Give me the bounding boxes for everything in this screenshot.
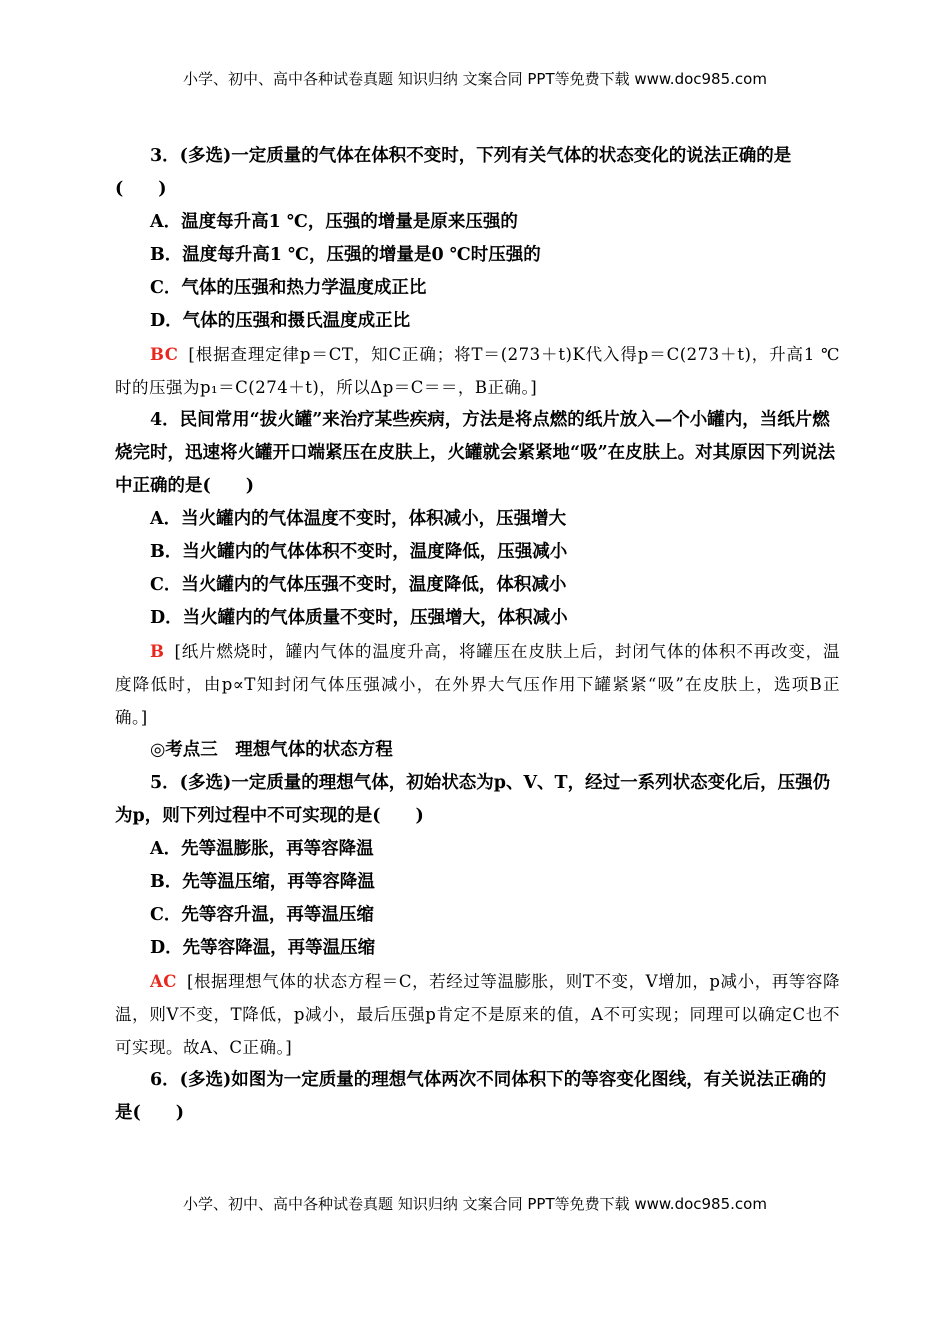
question-4-answer	[115, 635, 840, 734]
question-5-answer-key: AC	[150, 972, 177, 991]
question-4-option-b: B．当火罐内的气体体积不变时，温度降低，压强减小	[150, 542, 568, 562]
question-3-option-b: B．温度每升高1 ℃，压强的增量是0 ℃时压强的	[150, 245, 541, 265]
question-4-answer-key: B	[150, 642, 165, 661]
page-footer: 小学、初中、高中各种试卷真题 知识归纳 文案合同 PPT等免费下载 www.doc985.com	[183, 1195, 767, 1213]
page-header: 小学、初中、高中各种试卷真题 知识归纳 文案合同 PPT等免费下载 www.doc985.com	[183, 70, 767, 88]
question-3-explanation: [根据查理定律p＝CT，知C正确；将T＝(273＋t)K代入得p＝C(273＋t)，升高1 ℃时的压强为p₁＝C(274＋t)，所以Δp＝C＝＝，B正确。]	[115, 345, 840, 397]
question-3-stem: 3．(多选)一定质量的气体在体积不变时，下列有关气体的状态变化的说法正确的是( )	[115, 146, 792, 199]
question-4-option-c: C．当火罐内的气体压强不变时，温度降低，体积减小	[150, 575, 567, 595]
question-5-explanation: [根据理想气体的状态方程＝C，若经过等温膨胀，则T不变，V增加，p减小，再等容降温，则V不变，T降低，p减小，最后压强p肯定不是原来的值，A不可实现；同理可以确定C也不可实现。故A、C正确。]	[115, 972, 840, 1057]
question-3-answer	[115, 338, 840, 404]
question-4-option-a: A．当火罐内的气体温度不变时，体积减小，压强增大	[150, 509, 567, 529]
question-3-answer-key: BC	[150, 345, 179, 364]
question-4-stem: 4．民间常用“拔火罐”来治疗某些疾病，方法是将点燃的纸片放入—个小罐内，当纸片燃烧完时，迅速将火罐开口端紧压在皮肤上，火罐就会紧紧地“吸”在皮肤上。对其原因下列说法中正确的是( )	[115, 410, 836, 496]
question-5-option-a: A．先等温膨胀，再等容降温	[150, 839, 374, 859]
document-body	[115, 140, 840, 1130]
question-4-option-d: D．当火罐内的气体质量不变时，压强增大，体积减小	[150, 608, 568, 628]
question-3-option-c: C．气体的压强和热力学温度成正比	[150, 278, 427, 298]
question-3-option-d: D．气体的压强和摄氏温度成正比	[150, 311, 411, 331]
question-3-option-a: A．温度每升高1 ℃，压强的增量是原来压强的	[150, 212, 518, 232]
section-heading: ◎考点三 理想气体的状态方程	[150, 740, 393, 760]
question-4-explanation: [纸片燃烧时，罐内气体的温度升高，将罐压在皮肤上后，封闭气体的体积不再改变，温度降低时，由p∝T知封闭气体压强减小，在外界大气压作用下罐紧紧“吸”在皮肤上，选项B正确。]	[115, 642, 840, 727]
question-5-option-d: D．先等容降温，再等温压缩	[150, 938, 376, 958]
question-6-stem: 6．(多选)如图为一定质量的理想气体两次不同体积下的等容变化图线，有关说法正确的是( )	[115, 1070, 827, 1123]
question-5-answer	[115, 965, 840, 1064]
question-5-stem: 5．(多选)一定质量的理想气体，初始状态为p、V、T，经过一系列状态变化后，压强仍为p，则下列过程中不可实现的是( )	[115, 773, 831, 826]
question-5-option-b: B．先等温压缩，再等容降温	[150, 872, 375, 892]
question-5-option-c: C．先等容升温，再等温压缩	[150, 905, 374, 925]
